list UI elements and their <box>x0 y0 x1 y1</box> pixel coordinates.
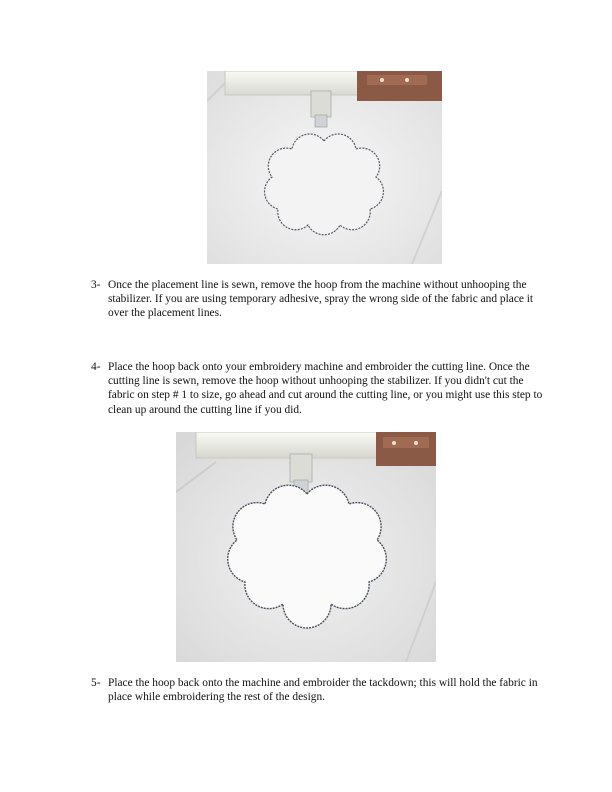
step-3-text: Once the placement line is sewn, remove the hoop from the machine without unhooping the stabilizer. If you are using temporary adhesive, spray the wrong side of the fabric and place it over the placement lines. <box>108 279 534 320</box>
step-4-text: Place the hoop back onto your embroidery machine and embroider the cutting line. Once the cutting line is sewn, remove the hoop without unhooping the stabilizer. If you didn't cut the fabric on step # 1 to size, go ahead and cut around the cutting line, or you might use this step to clean up around the cutting line if you did. <box>108 361 543 416</box>
placement-stitch-line <box>265 134 384 235</box>
step-5-text: Place the hoop back onto the machine and embroider the tackdown; this will hold the fabric in place while embroidering the rest of the design. <box>108 677 538 704</box>
placement-line-photo <box>207 71 442 264</box>
placement-line-illustration <box>207 71 442 264</box>
step-3-number: 3- <box>91 279 101 291</box>
cutting-line-photo <box>176 432 436 662</box>
step-5-number: 5- <box>91 677 101 689</box>
step-3 <box>91 278 551 321</box>
cutting-line-illustration <box>176 432 436 662</box>
step-4 <box>91 360 551 417</box>
step-5 <box>91 676 551 704</box>
step-4-number: 4- <box>91 361 101 373</box>
